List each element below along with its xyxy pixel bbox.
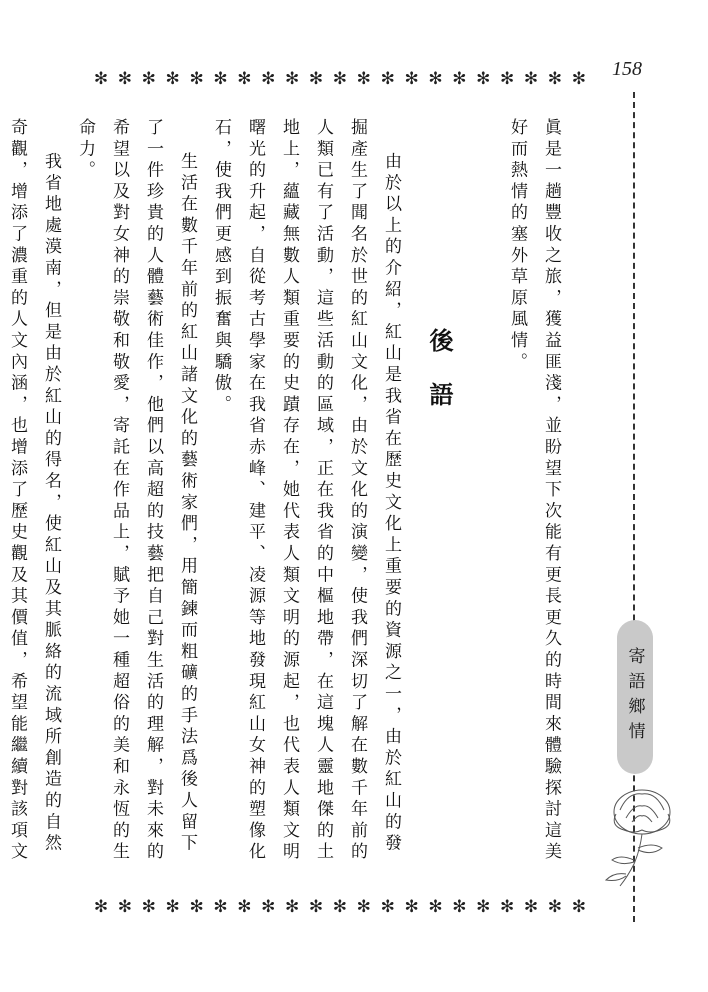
ornament-icon: ✻ (356, 897, 371, 917)
ornament-icon: ✻ (523, 69, 539, 89)
ornament-icon: ✻ (93, 897, 109, 917)
ornament-icon: ✻ (547, 897, 563, 917)
top-ornament-border (92, 68, 588, 90)
ornament-icon: ✻ (404, 69, 419, 89)
ornament-icon: ✻ (93, 69, 109, 89)
ornament-icon: ✻ (452, 897, 467, 917)
ornament-icon: ✻ (237, 69, 252, 89)
ornament-icon: ✻ (452, 69, 467, 89)
ornament-icon: ✻ (165, 897, 180, 917)
ornament-icon: ✻ (165, 69, 180, 89)
ornament-icon: ✻ (356, 69, 371, 89)
ornament-icon: ✻ (547, 69, 563, 89)
ornament-icon: ✻ (141, 897, 156, 917)
vertical-text-body (0, 118, 568, 874)
body-paragraph-3: 我省地處漠南，但是由於紅山的得名，使紅山及其脈絡的流域所創造的自然奇觀，增添了濃重的人文內涵，也增添了歷史觀及其價值，希望能繼續對該項文 (7, 118, 61, 864)
peony-flower-icon (590, 780, 686, 890)
ornament-icon: ✻ (476, 897, 491, 917)
ornament-icon: ✻ (213, 897, 228, 917)
ornament-icon: ✻ (332, 69, 348, 89)
ornament-icon: ✻ (189, 69, 204, 89)
body-paragraph-1: 由於以上的介紹，紅山是我省在歷史文化上重要的資源之一，由於紅山的發掘產生了聞名於世的紅山文化，由於文化的演變，使我們深切了解在數千年前的人類已有了活動，這些活動的區域，正在我省的中樞地帶，在這塊人靈地傑的土地上，蘊藏無數人類重要的史蹟存在，她代表人類文明的源起，也代表人類文明曙光的升起，自從考古學家在我省赤峰、建平、凌源等地發現紅山女神的塑像化石，使我們更感到振奮與驕傲。 (211, 118, 401, 864)
ornament-icon: ✻ (308, 69, 324, 89)
ornament-icon: ✻ (285, 897, 300, 917)
ornament-icon: ✻ (237, 897, 252, 917)
ornament-icon: ✻ (500, 897, 515, 917)
ornament-icon: ✻ (428, 897, 443, 917)
body-paragraph-2: 生活在數千年前的紅山諸文化的藝術家們，用簡鍊而粗礦的手法爲後人留下了一件珍貴的人體藝術佳作，他們以高超的技藝把自己對生活的理解，對未來的希望以及對女神的崇敬和敬愛，寄託在作品上，賦予她一種超俗的美和永恆的生命力。 (75, 118, 197, 864)
ornament-icon: ✻ (380, 69, 395, 89)
ornament-icon: ✻ (476, 69, 491, 89)
ornament-icon: ✻ (308, 897, 324, 917)
ornament-icon: ✻ (117, 897, 133, 917)
ornament-icon: ✻ (380, 897, 395, 917)
ornament-icon: ✻ (523, 897, 539, 917)
ornament-icon: ✻ (141, 69, 156, 89)
page-number: 158 (612, 58, 642, 80)
ornament-icon: ✻ (261, 897, 276, 917)
paragraph-spacer (470, 118, 500, 874)
ornament-icon: ✻ (117, 69, 133, 89)
bottom-ornament-border (92, 896, 588, 918)
ornament-icon: ✻ (404, 897, 419, 917)
section-side-tab (617, 620, 653, 774)
ornament-icon: ✻ (571, 69, 586, 89)
section-heading: 後語 (425, 328, 453, 436)
intro-paragraph: 眞是一趟豐收之旅，獲益匪淺，並盼望下次能有更長更久的時間來體驗探討這美好而熱情的塞外草原風情。 (507, 118, 561, 864)
section-tab-label: 寄語鄉情 (624, 647, 645, 747)
ornament-icon: ✻ (428, 69, 443, 89)
ornament-icon: ✻ (213, 69, 228, 89)
ornament-icon: ✻ (571, 897, 586, 917)
ornament-icon: ✻ (285, 69, 300, 89)
ornament-icon: ✻ (332, 897, 348, 917)
ornament-icon: ✻ (189, 897, 204, 917)
ornament-icon: ✻ (261, 69, 276, 89)
ornament-icon: ✻ (500, 69, 515, 89)
